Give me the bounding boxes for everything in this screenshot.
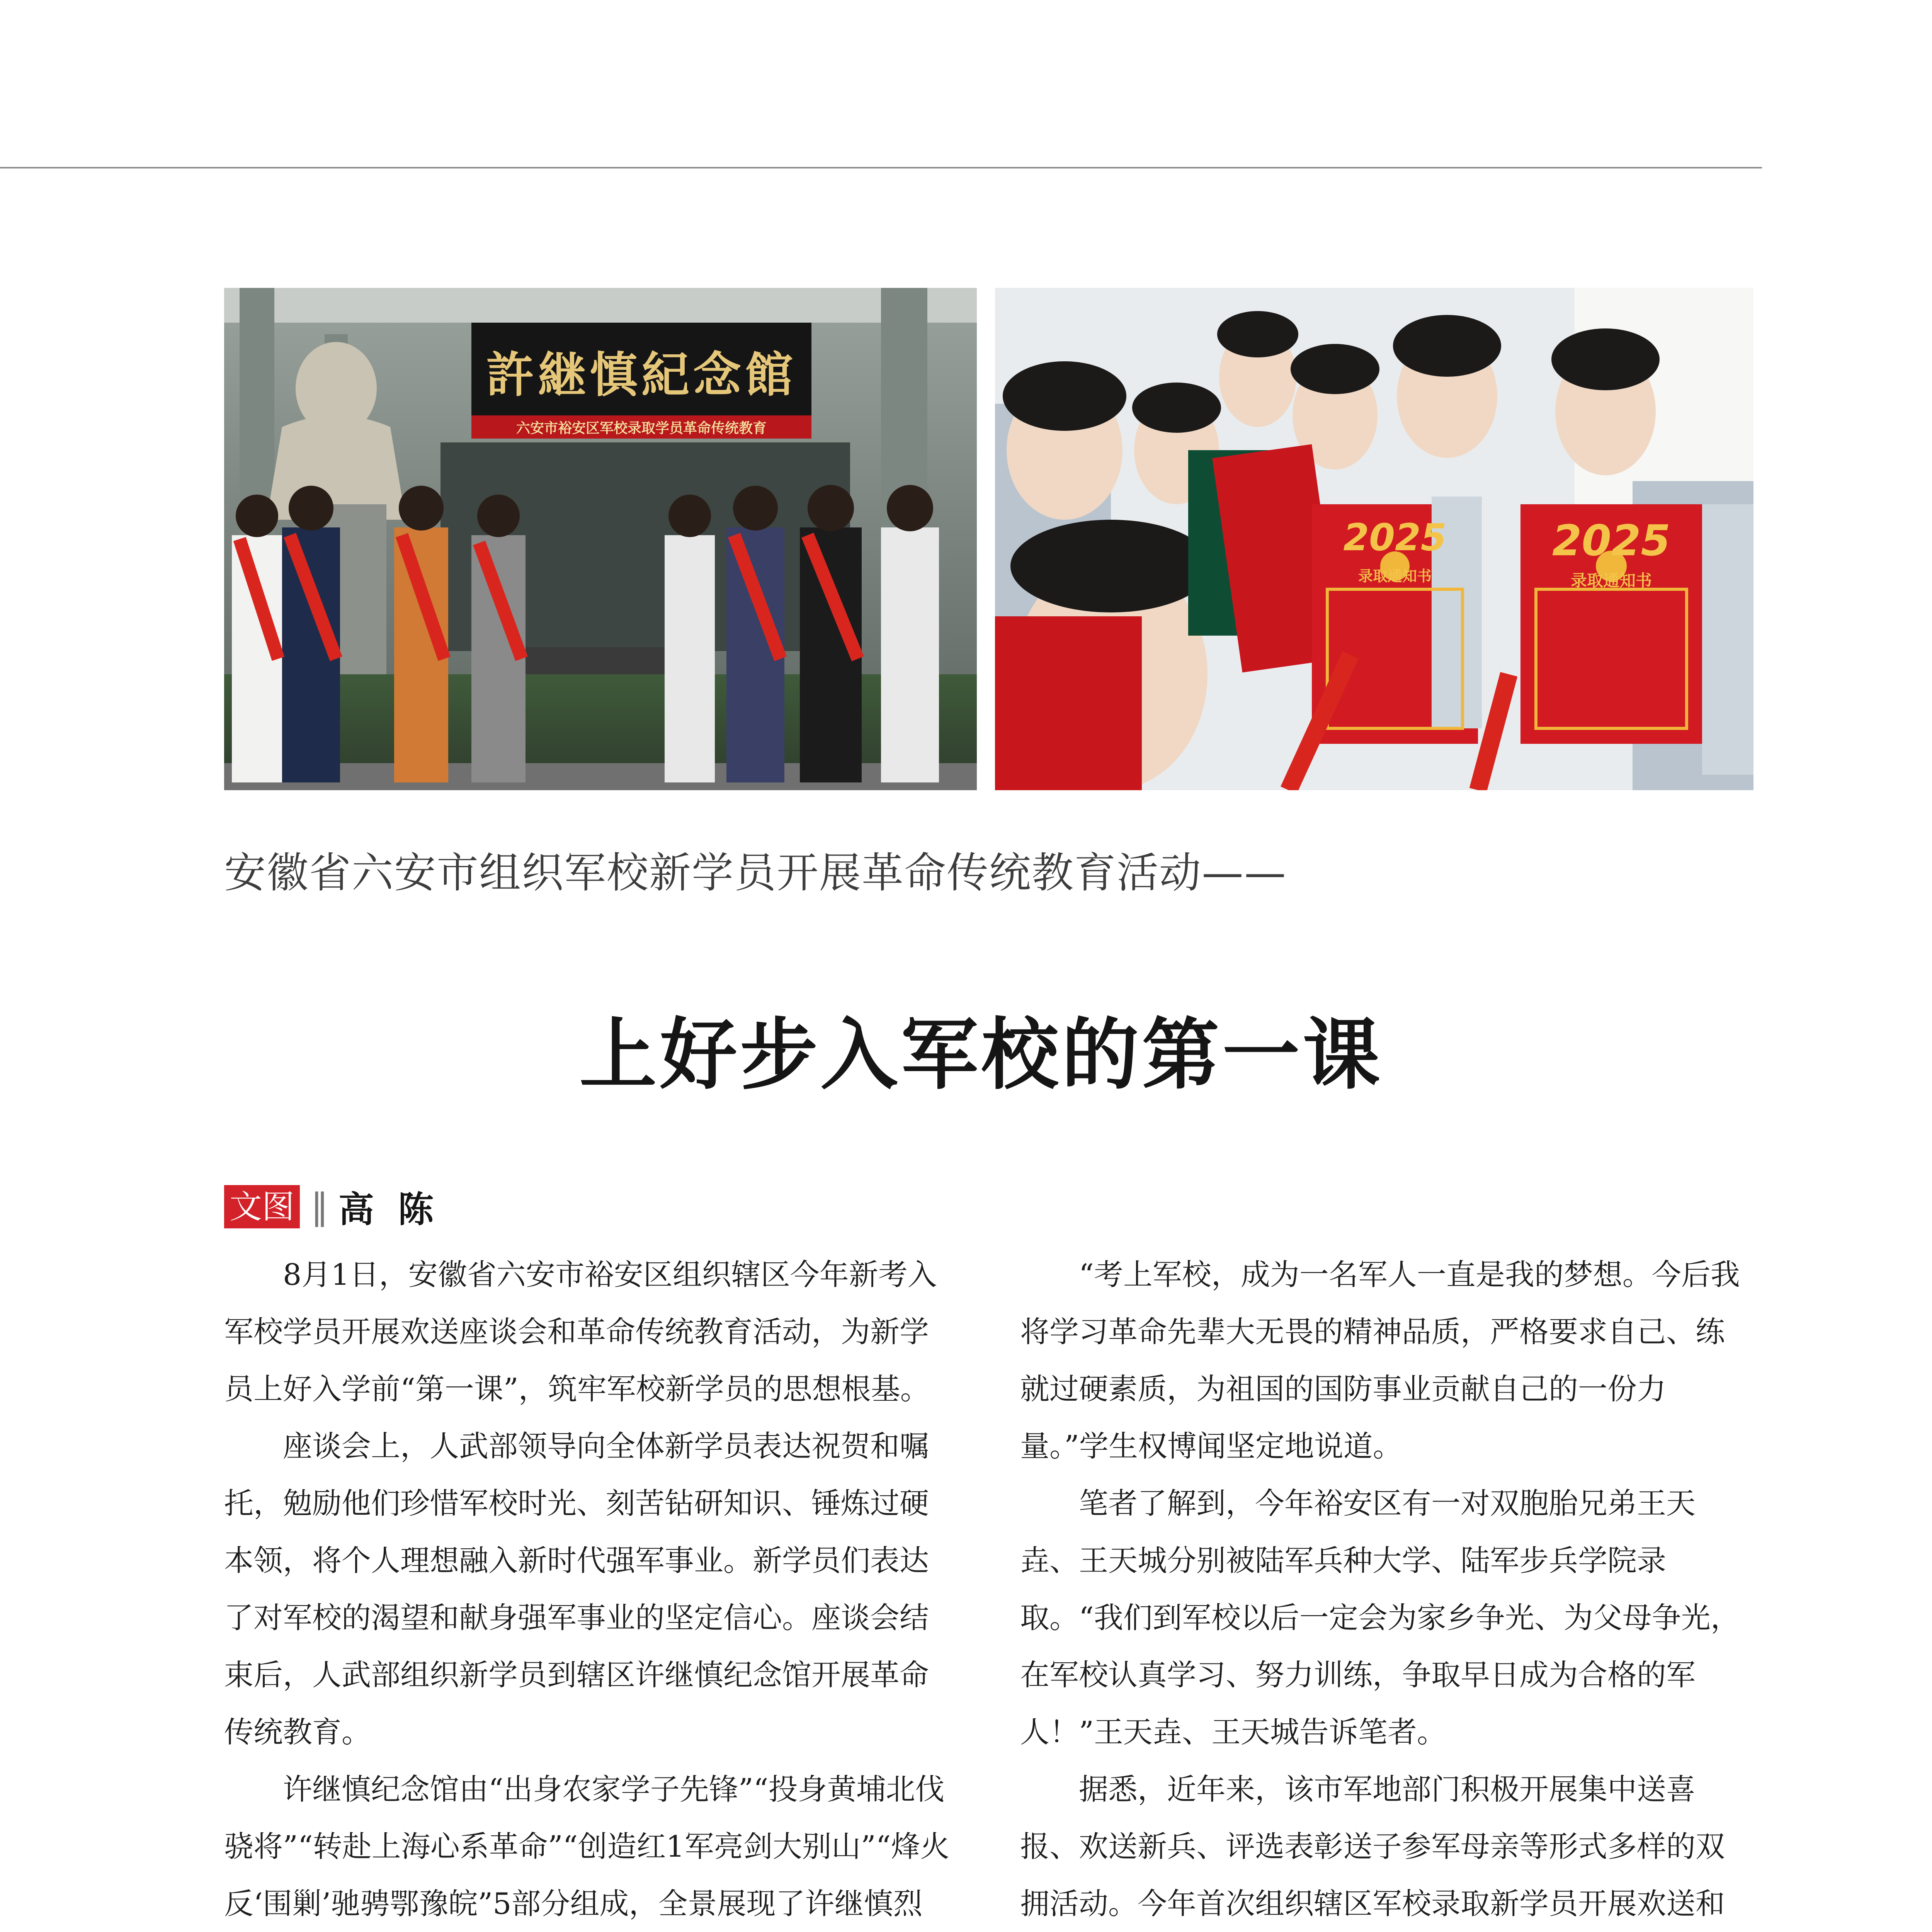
byline: [224, 1184, 457, 1229]
admission-book-right-year: [1522, 516, 1700, 565]
memorial-banner-text: 六安市裕安区军校录取学员革命传统教育: [516, 420, 767, 436]
paragraph-final-text: 据悉，近年来，该市军地部门积极开展集中送喜报、欢送新兵、评选表彰送子参军母亲等形式多样的双拥活动。今年首次组织辖区军校录取新学员开展欢送和: [1020, 1772, 1725, 1921]
paragraph: 笔者了解到，今年裕安区有一对双胞胎兄弟王天垚、王天城分别被陆军兵种大学、陆军步兵学院录取。“我们到军校以后一定会为家乡争光、为父母争光，在军校认真学习、努力训练，争取早日成为合格的军人！”王天垚、王天城告诉笔者。: [1020, 1486, 1740, 1749]
paragraph: 许继慎纪念馆由“出身农家学子先锋”“投身黄埔北伐骁将”“转赴上海心系革命”“创造红1军亮剑大别山”“烽火反‘围剿’驰骋鄂豫皖”5部分组成，全景展现了许继慎烈: [224, 1772, 950, 1921]
byline-separator: ‖: [311, 1186, 329, 1227]
memorial-banner: [471, 415, 811, 439]
admission-book-left-label: [1314, 564, 1476, 585]
paragraph: 8月1日，安徽省六安市裕安区组织辖区今年新考入军校学员开展欢送座谈会和革命传统教育活动，为新学员上好入学前“第一课”，筑牢军校新学员的思想根基。: [224, 1257, 937, 1406]
book-label-text-2: 录取通知书: [1570, 571, 1652, 590]
byline-author: 高陈: [338, 1189, 458, 1230]
book-label-text: 录取通知书: [1358, 568, 1432, 585]
memorial-sign: [471, 323, 811, 419]
paragraph-final: [1020, 1761, 1747, 1932]
article-column-right: [1020, 1246, 1747, 1932]
header-rule: [0, 167, 1762, 168]
article-headline: 上好步入军校的第一课: [579, 1010, 1383, 1100]
admission-book-left-year: [1314, 516, 1476, 559]
byline-tag: 文图: [224, 1185, 300, 1228]
paragraph: 座谈会上，人武部领导向全体新学员表达祝贺和嘱托，勉励他们珍惜军校时光、刻苦钻研知识、锤炼过硬本领，将个人理想融入新时代强军事业。新学员们表达了对军校的渴望和献身强军事业的坚定信心。座谈会结束后，人武部组织新学员到辖区许继慎纪念馆开展革命传统教育。: [224, 1429, 929, 1749]
book-year-text-2: 2025: [1552, 516, 1671, 565]
admission-book-right-label: [1522, 568, 1700, 591]
article-kicker: 安徽省六安市组织军校新学员开展革命传统教育活动——: [224, 849, 1287, 897]
memorial-sign-text: 許継慎紀念館: [486, 347, 797, 403]
article-column-left: [224, 1246, 951, 1932]
book-year-text: 2025: [1343, 516, 1447, 559]
paragraph: “考上军校，成为一名军人一直是我的梦想。今后我将学习革命先辈大无畏的精神品质，严格要求自己、练就过硬素质，为祖国的国防事业贡献自己的一份力量。”学生权博闻坚定地说道。: [1020, 1257, 1740, 1463]
